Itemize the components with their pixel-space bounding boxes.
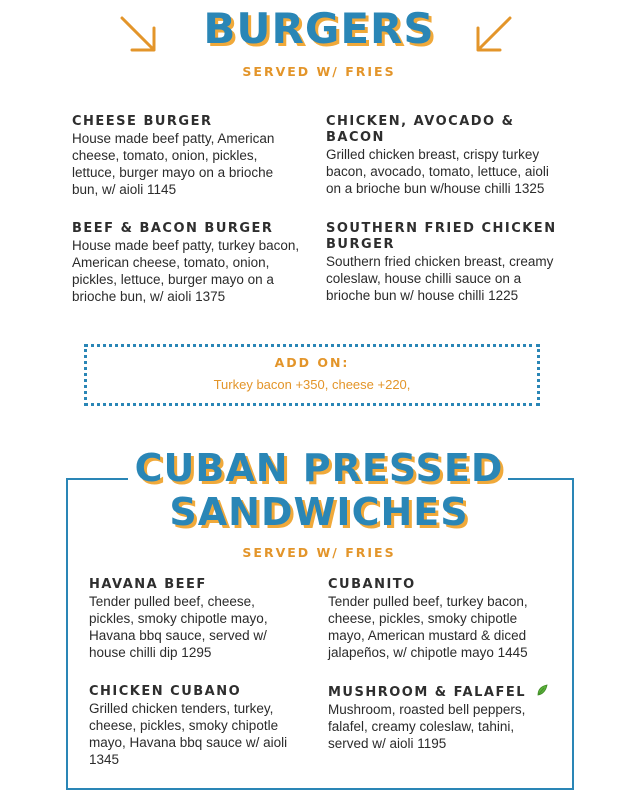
item-name: CHICKEN, AVOCADO & BACON <box>326 114 515 145</box>
burgers-title: BURGERS <box>203 4 435 53</box>
item-name: SOUTHERN FRIED CHICKEN BURGER <box>326 221 557 252</box>
menu-item <box>326 114 566 197</box>
cuban-title-line1: CUBAN PRESSED <box>134 446 504 490</box>
leaf-icon <box>536 684 548 701</box>
menu-item <box>328 577 553 661</box>
item-description: House made beef patty, American cheese, tomato, onion, pickles, lettuce, burger mayo on a brioche bun, w/ aioli 1145 <box>72 131 275 197</box>
item-name: CUBANITO <box>328 577 416 592</box>
menu-item <box>72 114 302 198</box>
item-description: Grilled chicken tenders, turkey, cheese, pickles, smoky chipotle mayo, Havana bbq sauce w/ aioli 1345 <box>89 701 288 767</box>
item-name: MUSHROOM & FALAFEL <box>328 685 527 700</box>
menu-item <box>328 684 553 752</box>
item-name: HAVANA BEEF <box>89 577 207 592</box>
item-description: Tender pulled beef, turkey bacon, cheese, pickles, smoky chipotle mayo, American mustard & diced jalapeños, w/ chipotle mayo 1445 <box>328 594 528 660</box>
item-description: Tender pulled beef, cheese, pickles, smoky chipotle mayo, Havana bbq sauce, served w/ house chilli dip 1295 <box>89 594 268 660</box>
menu-item <box>72 221 304 305</box>
cuban-title <box>0 446 638 534</box>
item-name: BEEF & BACON BURGER <box>72 221 274 236</box>
add-on-text: Turkey bacon +350, cheese +220, <box>213 377 411 392</box>
add-on-title: ADD ON: <box>274 355 350 370</box>
item-description: Southern fried chicken breast, creamy coleslaw, house chilli sauce on a brioche bun w/ house chilli 1225 <box>326 254 554 303</box>
item-description: Mushroom, roasted bell peppers, falafel, creamy coleslaw, tahini, served w/ aioli 1195 <box>328 702 526 751</box>
item-description: Grilled chicken breast, crispy turkey bacon, avocado, tomato, lettuce, aioli on a brioche bun w/house chilli 1325 <box>326 147 549 196</box>
add-on-box <box>84 344 540 406</box>
menu-item <box>89 684 304 768</box>
cuban-subtitle: SERVED W/ FRIES <box>242 545 396 560</box>
item-name-row <box>328 684 553 701</box>
menu-item <box>326 221 566 304</box>
menu-item <box>89 577 294 661</box>
item-name: CHICKEN CUBANO <box>89 684 242 699</box>
item-description: House made beef patty, turkey bacon, American cheese, tomato, onion, pickles, lettuce, burger mayo on a brioche bun, w/ aioli 1375 <box>72 238 300 304</box>
item-name: CHEESE BURGER <box>72 114 213 129</box>
cuban-title-line2: SANDWICHES <box>169 490 469 534</box>
burgers-subtitle: SERVED W/ FRIES <box>242 64 396 79</box>
